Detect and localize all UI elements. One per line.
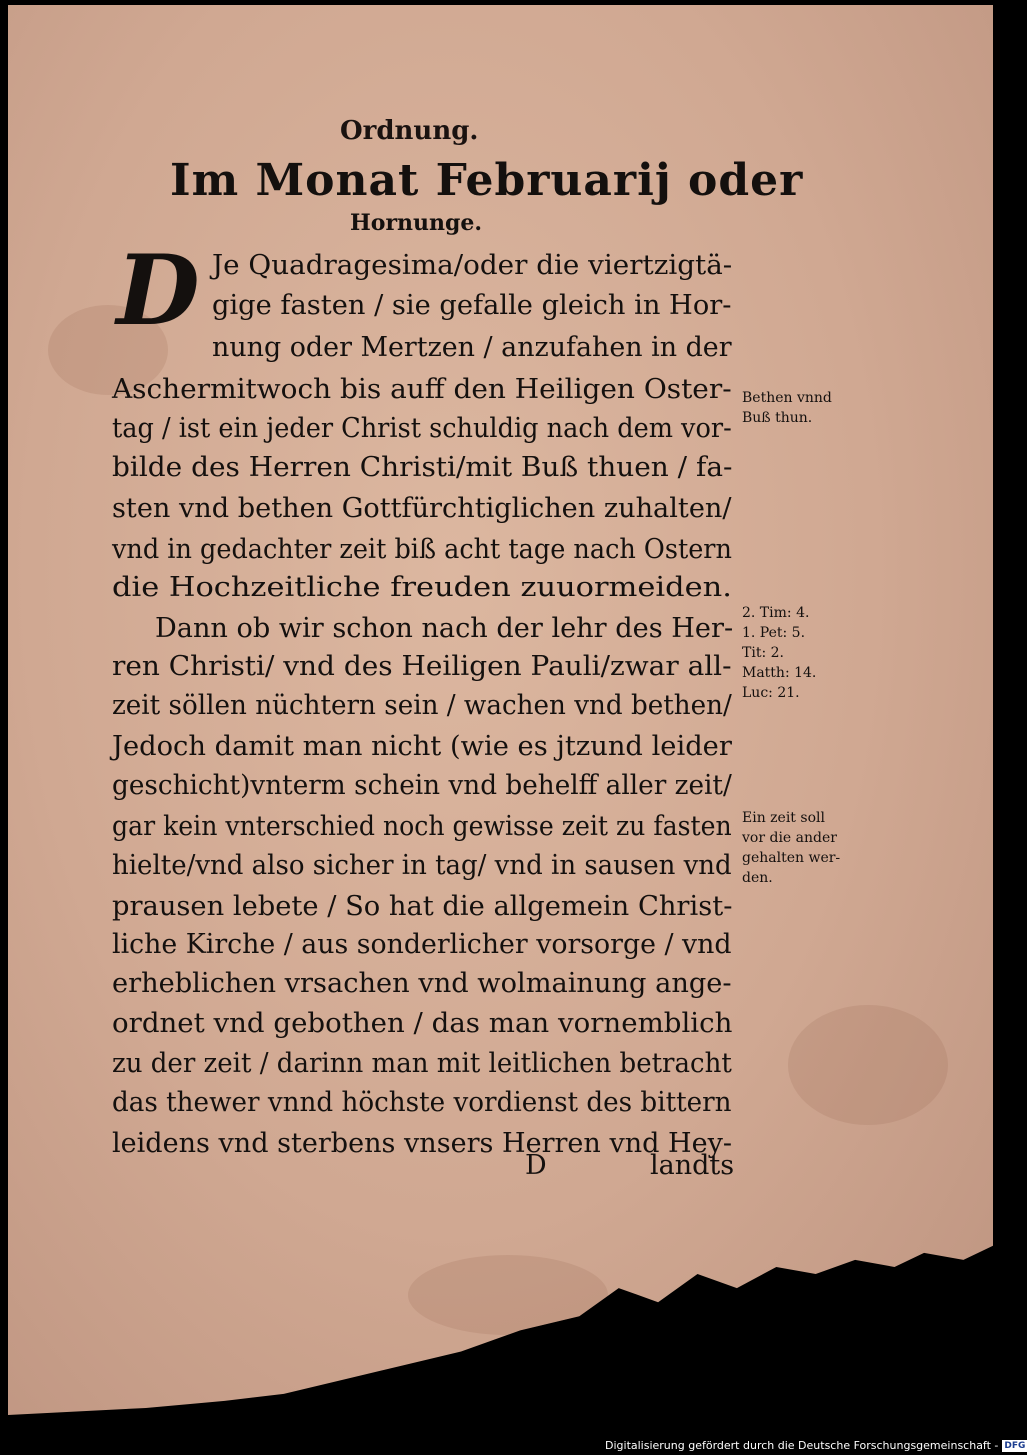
- text-line: Jedoch damit man nicht (wie es jtzund leider: [112, 731, 732, 762]
- margin-note-line: Matth: 14.: [742, 665, 817, 681]
- margin-note-references: [742, 603, 816, 703]
- margin-note-line: den.: [742, 870, 773, 886]
- running-head: Ordnung.: [340, 116, 479, 146]
- text-line: leidens vnd sterbens vnsers Herren vnd Hey-: [112, 1128, 733, 1159]
- text-line: ren Christi/ vnd des Heiligen Pauli/zwar all-: [112, 651, 732, 682]
- margin-note-line: Buß thun.: [742, 410, 813, 426]
- margin-note-line: Luc: 21.: [742, 685, 800, 701]
- margin-note-line: Bethen vnnd: [742, 390, 832, 406]
- page-title: Im Monat Februarij oder: [170, 155, 804, 206]
- paper-stain: [408, 1255, 608, 1335]
- text-line: ordnet vnd gebothen / das man vornemblich: [112, 1008, 733, 1039]
- margin-note-line: Tit: 2.: [742, 645, 784, 661]
- footer-text: Digitalisierung gefördert durch die Deutsche Forschungsgemeinschaft -: [605, 1439, 999, 1452]
- decorated-initial: D: [116, 234, 200, 347]
- text-line: liche Kirche / aus sonderlicher vorsorge / vnd: [112, 929, 732, 960]
- margin-note-line: vor die ander: [742, 830, 837, 846]
- text-line: gige fasten / sie gefalle gleich in Hor-: [212, 290, 732, 321]
- margin-note-line: gehalten wer-: [742, 850, 841, 866]
- margin-note-line: 1. Pet: 5.: [742, 625, 806, 641]
- margin-note-line: Ein zeit soll: [742, 810, 825, 826]
- text-line: nung oder Mertzen / anzufahen in der: [212, 332, 732, 363]
- text-line: das thewer vnnd höchste vordienst des bittern: [112, 1087, 732, 1118]
- text-line: hielte/vnd also sicher in tag/ vnd in sausen vnd: [112, 850, 732, 881]
- text-line: die Hochzeitliche freuden zuuormeiden.: [112, 572, 732, 603]
- dfg-logo: DFG: [1004, 1440, 1026, 1451]
- text-line: Dann ob wir schon nach der lehr des Her-: [155, 613, 734, 644]
- text-line: zeit söllen nüchtern sein / wachen vnd bethen/: [112, 690, 732, 721]
- footer-bar: [605, 1436, 1026, 1455]
- text-line: zu der zeit / darinn man mit leitlichen betracht: [112, 1048, 732, 1079]
- text-line: Je Quadragesima/oder die viertzigtä-: [212, 250, 733, 281]
- margin-note-penance: [742, 388, 832, 428]
- signature-mark: D: [525, 1150, 547, 1181]
- text-line: prausen lebete / So hat die allgemein Christ-: [112, 891, 733, 922]
- text-line: erheblichen vrsachen vnd wolmainung ange-: [112, 968, 732, 999]
- margin-note-time: [742, 808, 840, 888]
- text-line: geschicht)vnterm schein vnd behelff aller zeit/: [112, 770, 732, 801]
- text-line: gar kein vnterschied noch gewisse zeit zu fasten: [112, 811, 732, 842]
- text-line: tag / ist ein jeder Christ schuldig nach dem vor-: [112, 413, 732, 444]
- text-line: vnd in gedachter zeit biß acht tage nach Ostern: [112, 534, 732, 565]
- page-subtitle: Hornunge.: [350, 210, 483, 236]
- text-line: bilde des Herren Christi/mit Buß thuen / fa-: [112, 452, 733, 483]
- text-line: Aschermitwoch bis auff den Heiligen Oster-: [112, 374, 732, 405]
- margin-note-line: 2. Tim: 4.: [742, 605, 810, 621]
- text-line: sten vnd bethen Gottfürchtiglichen zuhalten/: [112, 493, 732, 524]
- catchword: landts: [650, 1150, 735, 1181]
- paper-stain: [788, 1005, 948, 1125]
